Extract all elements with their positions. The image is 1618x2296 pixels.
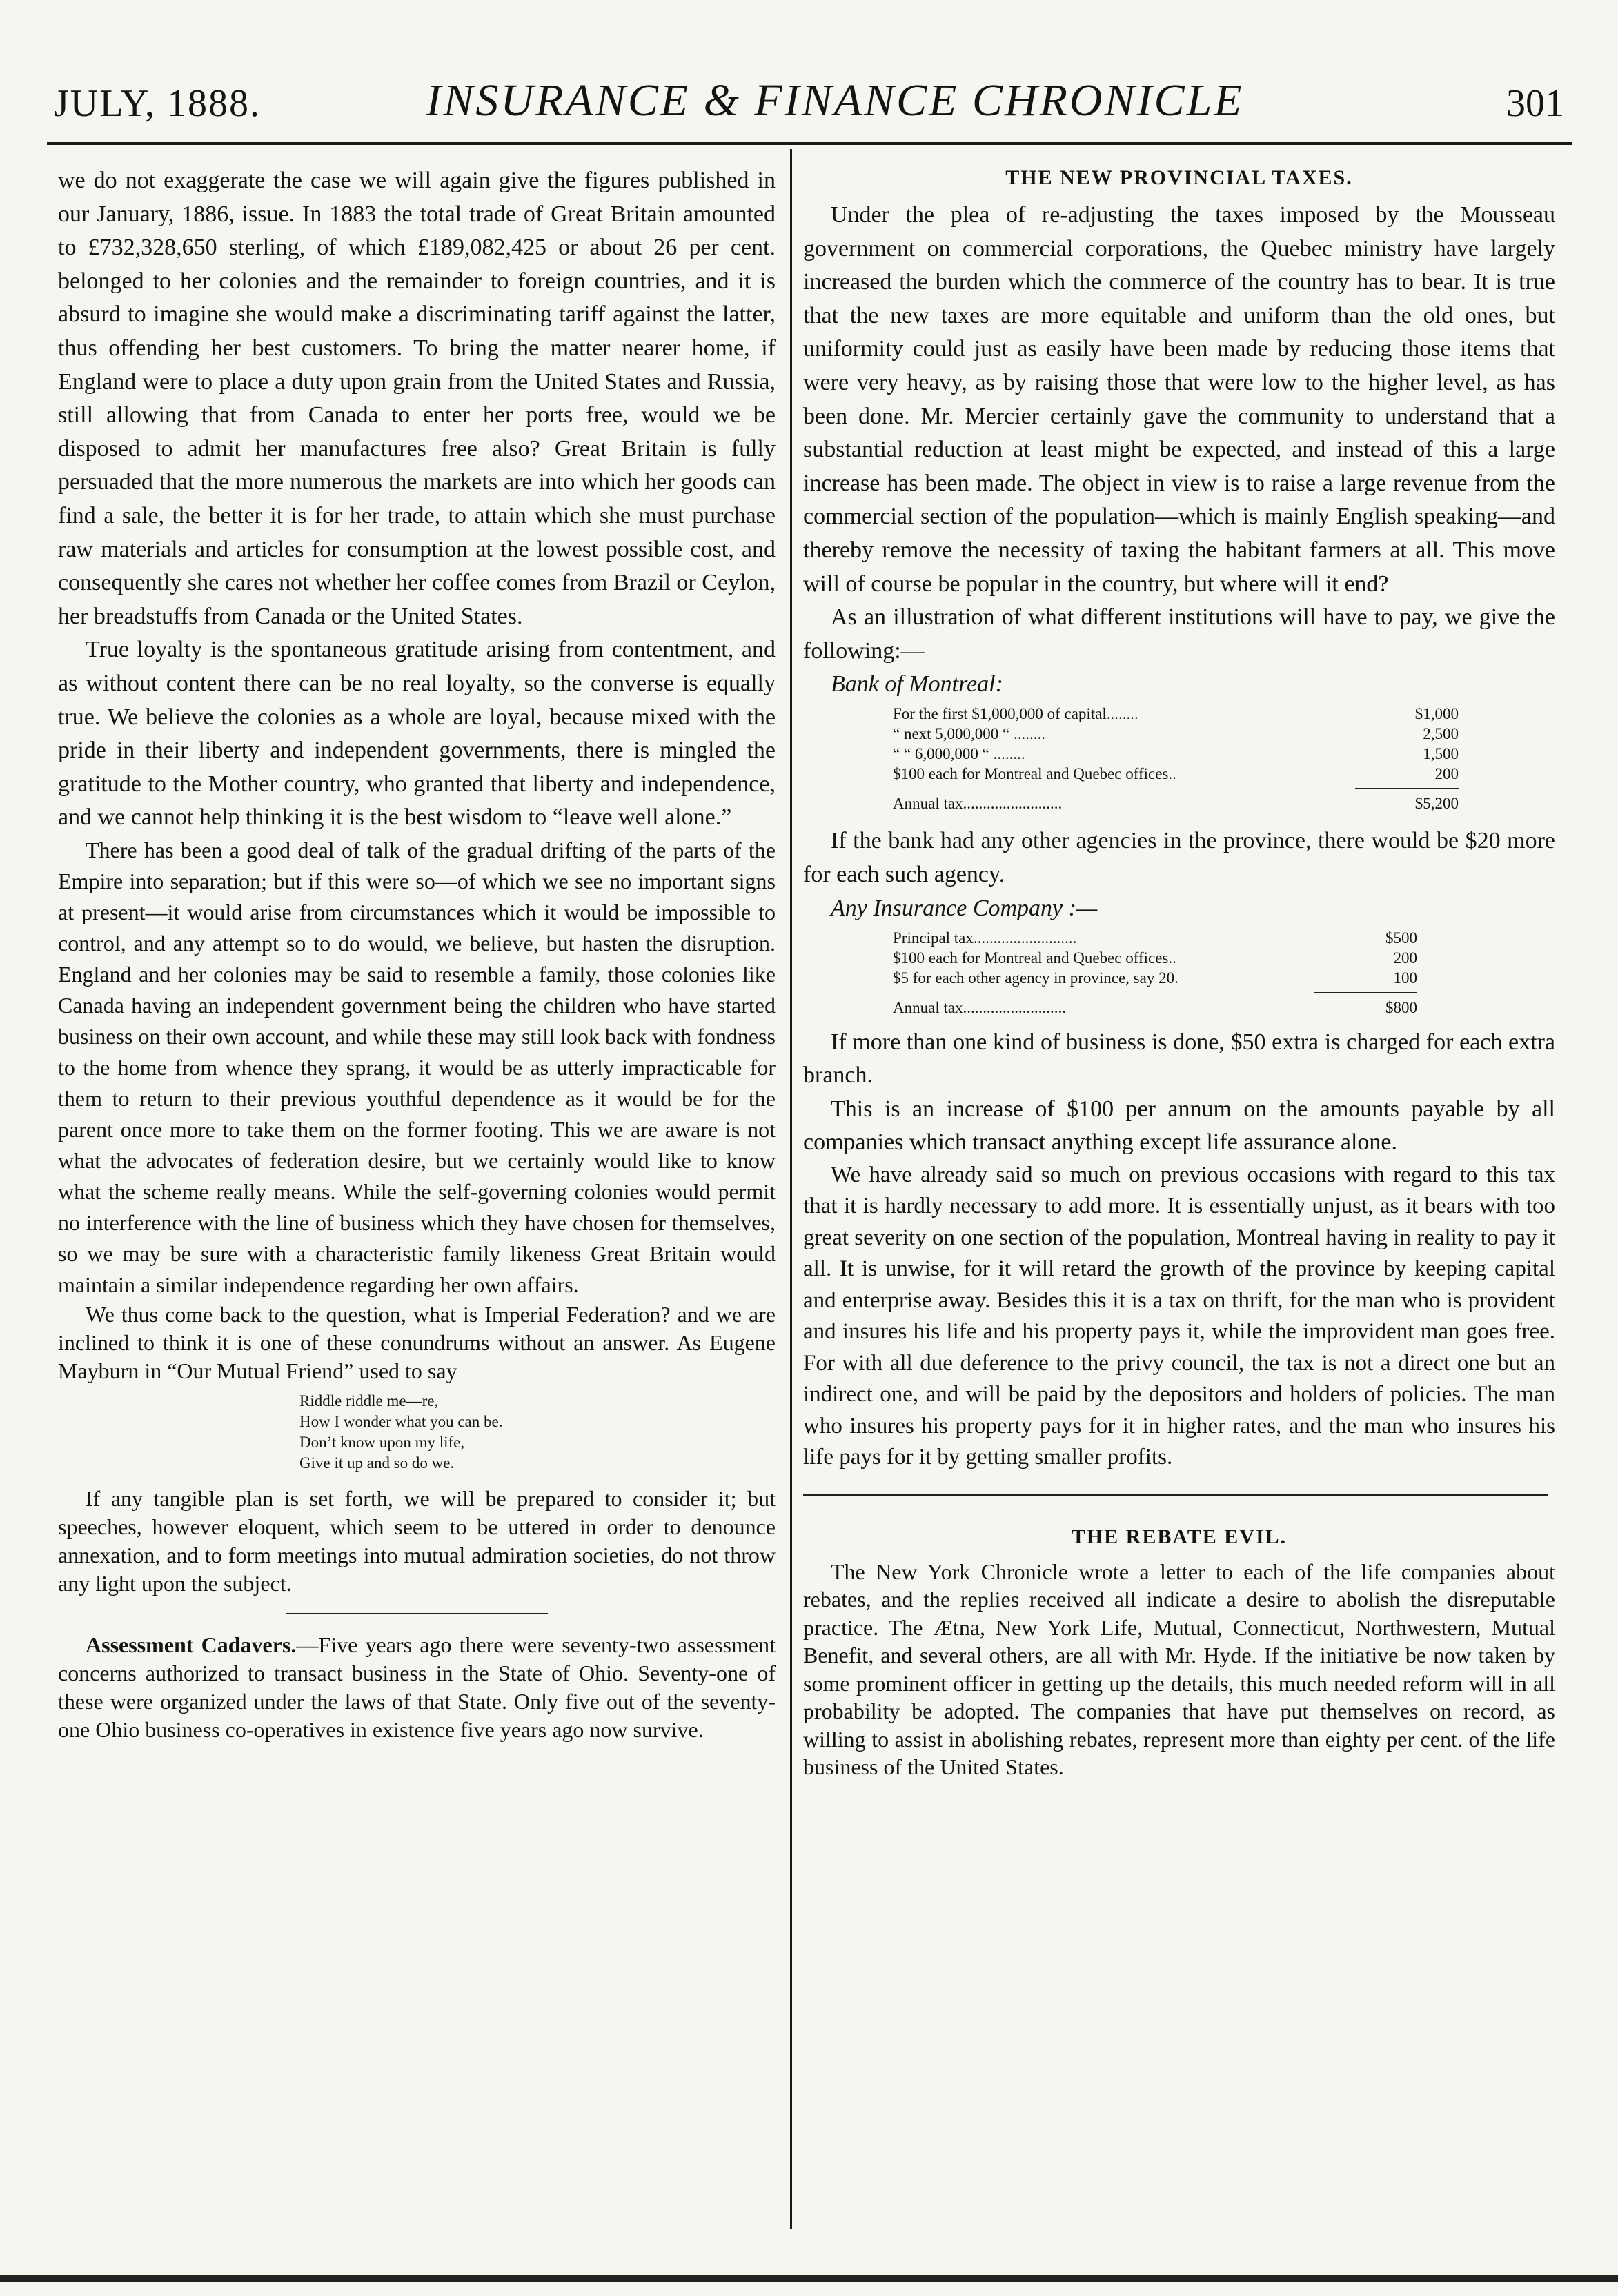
table-row bbox=[893, 744, 1459, 764]
row-amount: 2,500 bbox=[1423, 725, 1459, 743]
row-amount: 1,500 bbox=[1423, 745, 1459, 763]
table-row bbox=[893, 764, 1459, 784]
run-in-body: —Five years ago there were seventy-two assessment concerns authorized to transact business in the State of Ohio. Seventy-one of these were organized under the laws of that State. Only five out of the seventy-one Ohio business co-operatives in existence five years ago now survive. bbox=[58, 1632, 776, 1742]
row-label: For the first $1,000,000 of capital........ bbox=[893, 705, 1138, 723]
section-divider bbox=[286, 1613, 548, 1614]
right-column bbox=[803, 164, 1555, 1781]
table-total-row bbox=[893, 793, 1459, 813]
table-row bbox=[893, 968, 1417, 988]
paragraph: True loyalty is the spontaneous gratitude arising from contentment, and as without content there can be no real loyalty, so the converse is equally true. We believe the colonies as a whole are loyal, because mixed with the pride in their liberty and independent governments, there is mingled the gratitude to the Mother country, who granted that liberty and independence, and we cannot help thinking it is the best wisdom to “leave well alone.” bbox=[58, 637, 776, 831]
row-label: $100 each for Montreal and Quebec offices.. bbox=[893, 949, 1176, 967]
total-amount: $5,200 bbox=[1414, 795, 1459, 813]
paragraph: As an illustration of what different institutions will have to pay, we give the following:— bbox=[803, 604, 1555, 664]
left-column bbox=[58, 164, 776, 1744]
total-amount: $800 bbox=[1385, 998, 1417, 1016]
issue-date: JULY, 1888. bbox=[54, 82, 262, 125]
paragraph: If the bank had any other agencies in the province, there would be $20 more for each such agency. bbox=[803, 828, 1555, 887]
paragraph: There has been a good deal of talk of the gradual drifting of the parts of the Empire into separation; but if this were so—of which we see no important signs at present—it would arise from circumstances which it would be impossible to control, and any attempt so to do would, we believe, but hasten the disruption. England and her colonies may be said to resemble a family, those colonies like Canada having an independent government being the children who have started business on their own account, and while these may still look back with fondness to the home from whence they sprang, it would be as utterly impracticable for them to return to their previous youthful dependence as it would be for the parent once more to take them on the former footing. This we are aware is not what the advocates of federation desire, but we certainly would like to know what the scheme really means. While the self-governing colonies would permit no interference with the line of business which they have chosen for themselves, so we may be sure with a characteristic family likeness Great Britain would maintain a similar independence regarding her own affairs. bbox=[58, 837, 776, 1297]
table-row bbox=[893, 928, 1417, 948]
header-rule bbox=[47, 142, 1572, 145]
bottom-edge bbox=[0, 2275, 1618, 2282]
table-label: Bank of Montreal: bbox=[831, 671, 1003, 697]
row-label: $100 each for Montreal and Quebec offices.. bbox=[893, 765, 1176, 783]
poem-line: Don’t know upon my life, bbox=[299, 1433, 465, 1451]
section-divider bbox=[803, 1494, 1548, 1496]
row-amount: $1,000 bbox=[1414, 705, 1459, 723]
paragraph: we do not exaggerate the case we will again give the figures published in our January, 1886, issue. In 1883 the total trade of Great Britain amounted to £732,328,650 sterling, of which £189,082,425 or about 26 per cent. belonged to her colonies and the remainder to foreign countries, and it is absurd to imagine she would make a discriminating tariff against the latter, thus offending her best customers. To bring the matter nearer home, if England were to place a duty upon grain from the United States and Russia, still allowing that from Canada to enter her ports free, would we be disposed to admit her manufactures free also? Great Britain is fully persuaded that the more numerous the markets are into which her goods can find a sale, the better it is for her trade, to attain which she must purchase raw materials and articles for consumption at the lowest possible cost, and consequently she cares not whether her coffee comes from Brazil or Ceylon, her breadstuffs from Canada or the United States. bbox=[58, 168, 776, 629]
paragraph-assessment-cadavers bbox=[58, 1631, 776, 1744]
table-label: Any Insurance Company :— bbox=[831, 895, 1098, 921]
article-heading: THE NEW PROVINCIAL TAXES. bbox=[1005, 166, 1353, 189]
total-label: Annual tax.......................... bbox=[893, 998, 1067, 1016]
row-amount: 200 bbox=[1434, 765, 1459, 783]
paragraph: The New York Chronicle wrote a letter to each of the life companies about rebates, and the replies received all indicate a desire to abolish the disreputable practice. The Ætna, New York Life, Mutual, Connecticut, Northwestern, Mutual Benefit, and several others, are all with Mr. Hyde. If the initiative be now taken by some prominent officer in getting up the details, this much needed reform will in all probability be adopted. The companies that have put themselves on record, as willing to assist in abolishing rebates, represent more than eighty per cent. of the life business of the United States. bbox=[803, 1558, 1555, 1780]
paragraph: This is an increase of $100 per annum on the amounts payable by all companies which transact anything except life assurance alone. bbox=[803, 1096, 1555, 1156]
paragraph: We thus come back to the question, what is Imperial Federation? and we are inclined to think it is one of these conundrums without an answer. As Eugene Mayburn in “Our Mutual Friend” used to say bbox=[58, 1301, 776, 1383]
run-in-title: Assessment Cadavers. bbox=[86, 1632, 297, 1657]
row-label: “ next 5,000,000 “ ........ bbox=[893, 725, 1046, 743]
poem-line: How I wonder what you can be. bbox=[299, 1412, 503, 1430]
poem-line: Riddle riddle me—re, bbox=[299, 1392, 439, 1409]
row-label: “ “ 6,000,000 “ ........ bbox=[893, 745, 1025, 763]
poem-line: Give it up and so do we. bbox=[299, 1454, 455, 1472]
total-label: Annual tax......................... bbox=[893, 795, 1063, 813]
bank-tax-table bbox=[893, 704, 1459, 813]
insurance-tax-table bbox=[893, 928, 1417, 1018]
row-amount: 100 bbox=[1393, 969, 1417, 987]
paragraph: Under the plea of re-adjusting the taxes imposed by the Mousseau government on commercial corporations, the Quebec ministry have largely increased the burden which the commerce of the country has to bear. It is true that the new taxes are more equitable and uniform than the old ones, but uniformity could just as easily have been made by reducing those items that were very heavy, as by raising those that were low to the higher level, as has been done. Mr. Mercier certainly gave the community to understand that a substantial reduction at least might be expected, and instead of this a large increase has been made. The object in view is to raise a large revenue from the commercial section of the population—which is mainly English speaking—and thereby remove the necessity of taxing the habitant farmers at all. This move will of course be popular in the country, but where will it end? bbox=[803, 202, 1555, 597]
table-total-row bbox=[893, 998, 1417, 1018]
sum-rule bbox=[1355, 788, 1459, 789]
table-row bbox=[893, 704, 1459, 724]
paragraph: We have already said so much on previous occasions with regard to this tax that it is hardly necessary to add more. It is essentially unjust, as it bears with too great severity on one section of the population, Montreal having in reality to pay it all. It is unwise, for it will retard the growth of the province by keeping capital and enterprise away. Besides this it is a tax on thrift, for the man who is provident and insures his life and his property pays it, while the improvident man goes free. For with all due deference to the privy council, the tax is not a direct one but an indirect one, and will be paid by the depositors and holders of policies. The man who insures his property pays for it in higher rates, and the man who insures his life pays for it by getting smaller profits. bbox=[803, 1162, 1555, 1470]
sum-rule bbox=[1314, 992, 1417, 993]
column-divider bbox=[790, 149, 792, 2229]
table-row bbox=[893, 724, 1459, 744]
poem-quote bbox=[299, 1391, 776, 1474]
article-heading: THE REBATE EVIL. bbox=[1071, 1525, 1288, 1548]
table-row bbox=[893, 948, 1417, 968]
row-amount: 200 bbox=[1393, 949, 1417, 967]
row-label: Principal tax.......................... bbox=[893, 929, 1077, 947]
row-label: $5 for each other agency in province, say 20. bbox=[893, 969, 1178, 987]
paragraph: If any tangible plan is set forth, we will be prepared to consider it; but speeches, however eloquent, which seem to be uttered in order to denounce annexation, and to form meetings into mutual admiration societies, do not throw any light upon the subject. bbox=[58, 1485, 776, 1596]
page-number: 301 bbox=[1506, 82, 1564, 125]
paragraph: If more than one kind of business is done, $50 extra is charged for each extra branch. bbox=[803, 1029, 1555, 1089]
row-amount: $500 bbox=[1385, 929, 1417, 947]
masthead-title: INSURANCE & FINANCE CHRONICLE bbox=[426, 75, 1244, 126]
